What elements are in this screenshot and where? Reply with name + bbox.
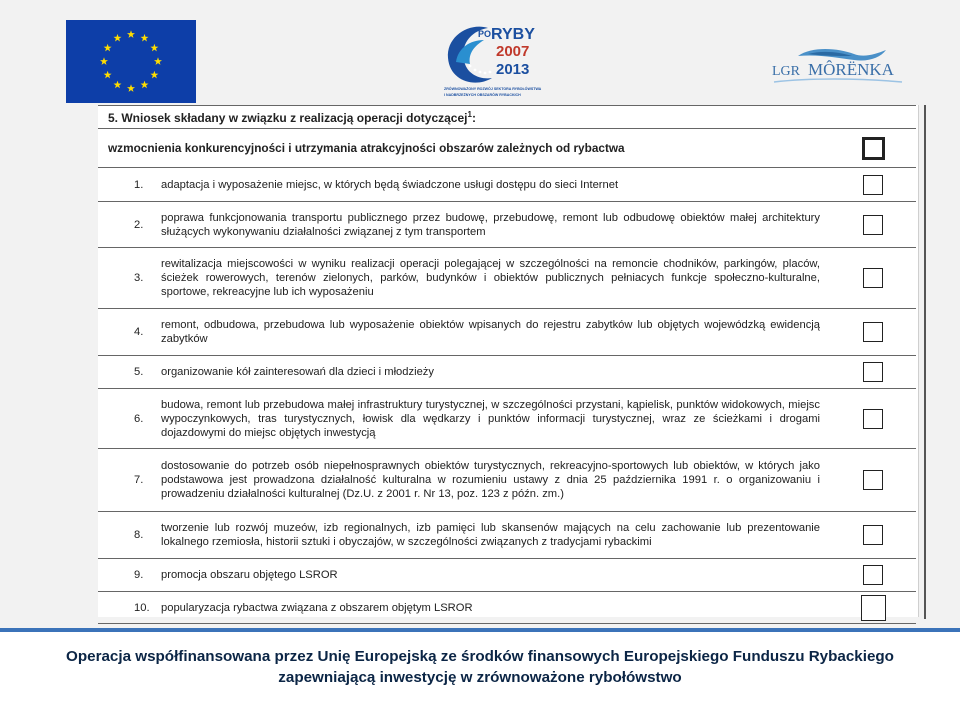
item-number: 7.: [98, 449, 160, 512]
section-title: 5. Wniosek składany w związku z realizacją operacji dotyczącej$^1$:: [98, 106, 916, 129]
item-text: remont, odbudowa, przebudowa lub wyposażenie obiektów wpisanych do rejestru zabytków lub objętych wojewódzką ewidencją zabytków: [160, 309, 830, 356]
item-text: budowa, remont lub przebudowa małej infrastruktury turystycznej, w szczególności przystani, kąpielisk, punktów widokowych, miejsc wypoczynkowych, tras turystycznych, łowisk dla wędkarzy i punktów informacji turystycznej, wraz ze ścieżkami i drogami dojazdowymi do miejsc objętych inwestycją: [160, 389, 830, 449]
list-item: [98, 168, 916, 202]
item-checkbox[interactable]: [863, 175, 883, 195]
po-ryby-ryby-text: RYBY: [491, 26, 535, 43]
po-ryby-year-start: 2007: [496, 43, 530, 60]
footer-cofinancing-text: Operacja współfinansowana przez Unię Europejską ze środków finansowych Europejskiego Funduszu Rybackiego: [66, 648, 894, 665]
lgr-prefix-text: LGR: [772, 64, 800, 79]
application-form-table: [98, 105, 916, 624]
po-ryby-caption-2: I NADBRZEŻNYCH OBSZARÓW RYBACKICH: [444, 93, 521, 97]
item-checkbox[interactable]: [863, 470, 883, 490]
lgr-name-text: MÔRËNKA: [808, 60, 894, 79]
list-item: [98, 512, 916, 559]
item-checkbox[interactable]: [863, 409, 883, 429]
list-item: [98, 449, 916, 512]
item-number: 6.: [98, 389, 160, 449]
category-header-row: [98, 129, 916, 168]
category-checkbox-cell: [830, 129, 916, 168]
item-number: 5.: [98, 356, 160, 389]
item-text: adaptacja i wyposażenie miejsc, w których będą świadczone usługi dostępu do sieci Internet: [160, 168, 830, 202]
item-text: promocja obszaru objętego LSROR: [160, 559, 830, 592]
category-checkbox[interactable]: [862, 137, 885, 160]
item-number: 1.: [98, 168, 160, 202]
footnote-marker: 1: [467, 109, 472, 119]
item-checkbox[interactable]: [863, 362, 883, 382]
list-item: [98, 309, 916, 356]
item-checkbox[interactable]: [863, 565, 883, 585]
item-number: 8.: [98, 512, 160, 559]
item-text: popularyzacja rybactwa związana z obszarem objętym LSROR: [160, 592, 830, 624]
item-text: poprawa funkcjonowania transportu publicznego przez budowę, przebudowę, remont lub odbudowę obiektów małej architektury służących wykonywaniu działalności związanej z tym transportem: [160, 202, 830, 248]
lgr-morenka-logo: [768, 44, 908, 88]
item-text: tworzenie lub rozwój muzeów, izb regionalnych, izb pamięci lub skansenów mających na celu zachowanie lub prezentowanie lokalnego rzemiosła, historii sztuki i obyczajów, w szczególności związanych z tradycjami rybackimi: [160, 512, 830, 559]
po-ryby-logo: [440, 18, 544, 102]
item-checkbox[interactable]: [863, 268, 883, 288]
list-item: [98, 389, 916, 449]
list-item: [98, 592, 916, 624]
list-item: [98, 202, 916, 248]
item-number: 10.: [98, 592, 160, 624]
po-ryby-po-text: PO: [478, 29, 492, 39]
item-checkbox[interactable]: [863, 525, 883, 545]
section-title-row: [98, 106, 916, 129]
footer-accent-bar: [0, 628, 960, 632]
item-number: 9.: [98, 559, 160, 592]
list-item: [98, 248, 916, 309]
item-checkbox[interactable]: [861, 595, 886, 621]
item-text: dostosowanie do potrzeb osób niepełnosprawnych obiektów turystycznych, rekreacyjno-sportowych lub obiektów, w których jako podstawowa jest prowadzona działalność kulturalna w rozumieniu ustawy z dnia 25 października 1991 r. o organizowaniu i prowadzeniu działalności kulturalnej (Dz.U. z 2001 r. Nr 13, poz. 123 z późn. zm.): [160, 449, 830, 512]
footer-investment-text: zapewniającą inwestycję w zrównoważone rybołówstwo: [278, 669, 682, 686]
page-edge-line: [924, 105, 926, 619]
eu-flag-logo: [66, 20, 196, 103]
list-item: [98, 356, 916, 389]
item-number: 2.: [98, 202, 160, 248]
list-item: [98, 559, 916, 592]
item-checkbox[interactable]: [863, 322, 883, 342]
item-number: 3.: [98, 248, 160, 309]
po-ryby-caption-1: ZRÓWNOWAŻONY ROZWÓJ SEKTORA RYBOŁÓWSTWA: [444, 87, 542, 91]
footer: [0, 628, 960, 704]
form-sheet: [98, 105, 919, 617]
item-text: rewitalizacja miejscowości w wyniku realizacji operacji polegającej w szczególności na remoncie chodników, parkingów, placów, ścieżek rowerowych, terenów zielonych, parków, budynków i obiektów publicznych pełniacych funkcje społeczno-kulturalne, sportowe, rekreacyjne lub ich wyposażeniu: [160, 248, 830, 309]
item-checkbox[interactable]: [863, 215, 883, 235]
item-number: 4.: [98, 309, 160, 356]
item-text: organizowanie kół zainteresowań dla dzieci i młodzieży: [160, 356, 830, 389]
category-header: wzmocnienia konkurencyjności i utrzymania atrakcyjności obszarów zależnych od rybactwa: [98, 129, 830, 168]
po-ryby-year-end: 2013: [496, 61, 530, 78]
